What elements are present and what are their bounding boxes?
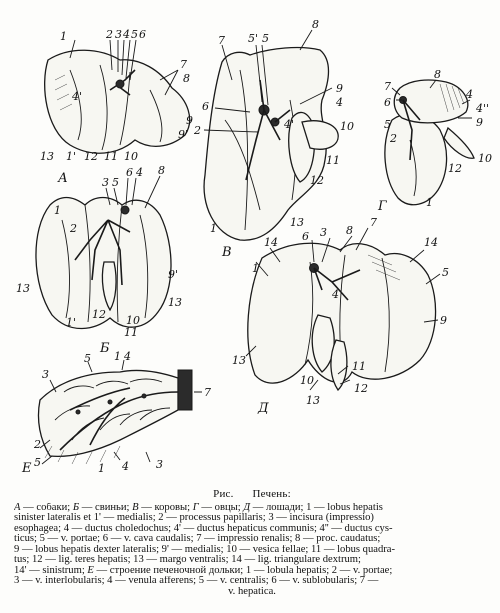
callout-e-3-left: 3 bbox=[42, 368, 49, 381]
caption-text: — коровы; bbox=[138, 502, 193, 513]
caption-line-7 bbox=[14, 566, 490, 577]
figure-title-word: Печень: bbox=[252, 488, 291, 500]
callout-d-12: 12 bbox=[354, 382, 368, 395]
callout-a-1prime: 1' bbox=[66, 150, 77, 163]
caption-text: 14' — sinistrum; bbox=[14, 565, 88, 576]
caption-letter-a: А bbox=[14, 502, 21, 513]
callout-d-4: 4 bbox=[332, 288, 339, 301]
callout-g-1: 1 bbox=[426, 196, 433, 209]
caption-text: — собаки; bbox=[20, 502, 73, 513]
panel-letter-d: Д bbox=[258, 401, 269, 416]
callout-v-11: 11 bbox=[326, 154, 340, 167]
caption-text: — овцы; bbox=[198, 502, 244, 513]
callout-d-14-right: 14 bbox=[424, 236, 438, 249]
callout-v-7: 7 bbox=[218, 34, 225, 47]
callout-v-10: 10 bbox=[340, 120, 354, 133]
callout-a-12: 12 bbox=[84, 150, 98, 163]
caption-line-2 bbox=[14, 513, 490, 524]
figure-title-prefix: Рис. bbox=[213, 488, 234, 500]
callout-b-6: 6 bbox=[126, 166, 133, 179]
panel-letter-b: Б bbox=[100, 341, 110, 356]
callout-e-3-bottom: 3 bbox=[156, 458, 163, 471]
callout-b-13-left: 13 bbox=[16, 282, 30, 295]
caption-text: — лошади; 1 — lobus hepatis bbox=[250, 502, 383, 513]
caption-line-5 bbox=[14, 545, 490, 556]
callout-b-12: 12 bbox=[92, 308, 106, 321]
callout-v-5prime: 5' bbox=[248, 32, 259, 45]
callout-d-10: 10 bbox=[300, 374, 314, 387]
callout-g-2: 2 bbox=[390, 132, 397, 145]
caption-text: sinister lateralis et 1' — medialis; 2 — processus papillaris; 3 — incisura (impressio) bbox=[14, 513, 374, 523]
callout-g-5: 5 bbox=[384, 118, 391, 131]
callout-d-5: 5 bbox=[442, 266, 449, 279]
caption-text: 3 — v. interlobularis; 4 — venula afferens; 5 — v. centralis; 6 — v. sublobularis; 7 — bbox=[14, 576, 379, 586]
caption-line-4 bbox=[14, 534, 490, 545]
caption-line-6 bbox=[14, 555, 490, 566]
callout-g-4dprime: 4'' bbox=[476, 102, 490, 115]
callout-d-7: 7 bbox=[370, 216, 377, 229]
panel-v-cow-liver bbox=[204, 30, 338, 240]
panel-letter-e: Е bbox=[22, 461, 32, 476]
caption-line-1 bbox=[14, 503, 490, 514]
caption-letter-b: Б bbox=[72, 502, 80, 513]
caption-line-9 bbox=[14, 587, 490, 598]
callout-v-5: 5 bbox=[262, 32, 269, 45]
callout-d-14-left: 14 bbox=[264, 236, 278, 249]
callout-e-5-bottom: 5 bbox=[34, 456, 41, 469]
caption-letter-d: Д bbox=[243, 502, 251, 513]
callout-d-11: 11 bbox=[352, 360, 366, 373]
caption-text: tus; 12 — lig. teres hepatis; 13 — margo ventralis; 14 — lig. triangulare dextrum; bbox=[14, 555, 361, 565]
callout-d-6: 6 bbox=[302, 230, 309, 243]
callout-d-9: 9 bbox=[440, 314, 447, 327]
callout-a-4prime: 4' bbox=[72, 90, 83, 103]
callout-e-7: 7 bbox=[204, 386, 211, 399]
callout-v-4: 4 bbox=[336, 96, 343, 109]
callout-d-13-bottom: 13 bbox=[306, 394, 320, 407]
callout-a-5: 5 bbox=[131, 28, 138, 41]
caption-line-8 bbox=[14, 576, 490, 587]
panel-letter-a: А bbox=[58, 171, 68, 186]
callout-g-9: 9 bbox=[476, 116, 483, 129]
callout-b-10: 10 bbox=[126, 314, 140, 327]
callout-a-3: 3 bbox=[115, 28, 122, 41]
callout-e-2: 2 bbox=[34, 438, 41, 451]
figure-caption bbox=[14, 489, 490, 597]
callout-v-4prime: 4' bbox=[284, 118, 295, 131]
caption-text: esophagea; 4 — ductus choledochus; 4' — ductus hepaticus communis; 4'' — ductus cys- bbox=[14, 523, 393, 534]
callout-b-5: 5 bbox=[112, 176, 119, 189]
callout-g-7: 7 bbox=[384, 80, 391, 93]
callout-a-6: 6 bbox=[139, 28, 146, 41]
caption-letter-g: Г bbox=[192, 502, 199, 513]
panel-a-dog-liver bbox=[45, 40, 190, 153]
callout-a-1: 1 bbox=[60, 30, 67, 43]
callout-d-8: 8 bbox=[346, 224, 353, 237]
callout-v-13: 13 bbox=[290, 216, 304, 229]
callout-b-9prime: 9' bbox=[168, 268, 179, 281]
caption-text: ticus; 5 — v. portae; 6 — v. cava caudalis; 7 — impressio renalis; 8 — proc. caudatus; bbox=[14, 534, 381, 544]
callout-b-1: 1 bbox=[54, 204, 61, 217]
callout-e-1-bottom: 1 bbox=[98, 462, 105, 475]
caption-text: — строение печеночной дольки; 1 — lobula hepatis; 2 — v. portae; bbox=[93, 565, 393, 576]
callout-b-1prime: 1' bbox=[66, 316, 77, 329]
callout-b-11: 11 bbox=[124, 326, 138, 339]
callout-a-9: 9 bbox=[186, 114, 193, 127]
callout-v-1: 1 bbox=[210, 222, 217, 235]
caption-text: v. hepatica. bbox=[228, 586, 276, 597]
panel-g-sheep-liver bbox=[385, 80, 474, 205]
callout-a-7: 7 bbox=[180, 58, 187, 71]
callout-a-4: 4 bbox=[123, 28, 130, 41]
callout-d-3: 3 bbox=[320, 226, 327, 239]
panel-letter-v: В bbox=[222, 245, 232, 260]
callout-g-10: 10 bbox=[478, 152, 492, 165]
caption-letter-e: Е bbox=[87, 565, 94, 576]
callout-b-2: 2 bbox=[70, 222, 77, 235]
callout-b-4: 4 bbox=[136, 166, 143, 179]
panel-d-horse-liver bbox=[246, 228, 440, 390]
panel-b-pig-liver bbox=[36, 176, 171, 329]
callout-e-4-bottom: 4 bbox=[122, 460, 129, 473]
callout-v-6: 6 bbox=[202, 100, 209, 113]
caption-text: 9 — lobus hepatis dexter lateralis; 9' — medialis; 10 — vesica fellae; 11 — lobus quadra- bbox=[14, 544, 396, 555]
callout-v-12: 12 bbox=[310, 174, 324, 187]
panel-letter-g: Г bbox=[378, 199, 387, 214]
callout-v-9: 9 bbox=[336, 82, 343, 95]
callout-e-1-top: 1 bbox=[114, 350, 121, 363]
callout-a-11: 11 bbox=[104, 150, 118, 163]
callout-a-10: 10 bbox=[124, 150, 138, 163]
callout-a-8: 8 bbox=[183, 72, 190, 85]
callout-d-1: 1 bbox=[252, 262, 259, 275]
callout-g-12: 12 bbox=[448, 162, 462, 175]
callout-a-2: 2 bbox=[106, 28, 113, 41]
callout-g-4: 4 bbox=[466, 88, 473, 101]
caption-line-3 bbox=[14, 524, 490, 535]
callout-v-2: 2 bbox=[194, 124, 201, 137]
callout-b-8: 8 bbox=[158, 164, 165, 177]
callout-v-8: 8 bbox=[312, 18, 319, 31]
callout-b-13-right: 13 bbox=[168, 296, 182, 309]
callout-g-8: 8 bbox=[434, 68, 441, 81]
caption-letter-v: В bbox=[132, 502, 139, 513]
callout-g-6: 6 bbox=[384, 96, 391, 109]
callout-d-13-left: 13 bbox=[232, 354, 246, 367]
callout-b-3: 3 bbox=[102, 176, 109, 189]
callout-a-13: 13 bbox=[40, 150, 54, 163]
callout-e-4-top: 4 bbox=[124, 350, 131, 363]
callout-a-9prime: 9' bbox=[178, 128, 189, 141]
panel-e-hepatic-lobule bbox=[38, 360, 202, 464]
caption-text: — свиньи; bbox=[79, 502, 133, 513]
callout-e-5-top: 5 bbox=[84, 352, 91, 365]
figure-title bbox=[14, 489, 490, 500]
